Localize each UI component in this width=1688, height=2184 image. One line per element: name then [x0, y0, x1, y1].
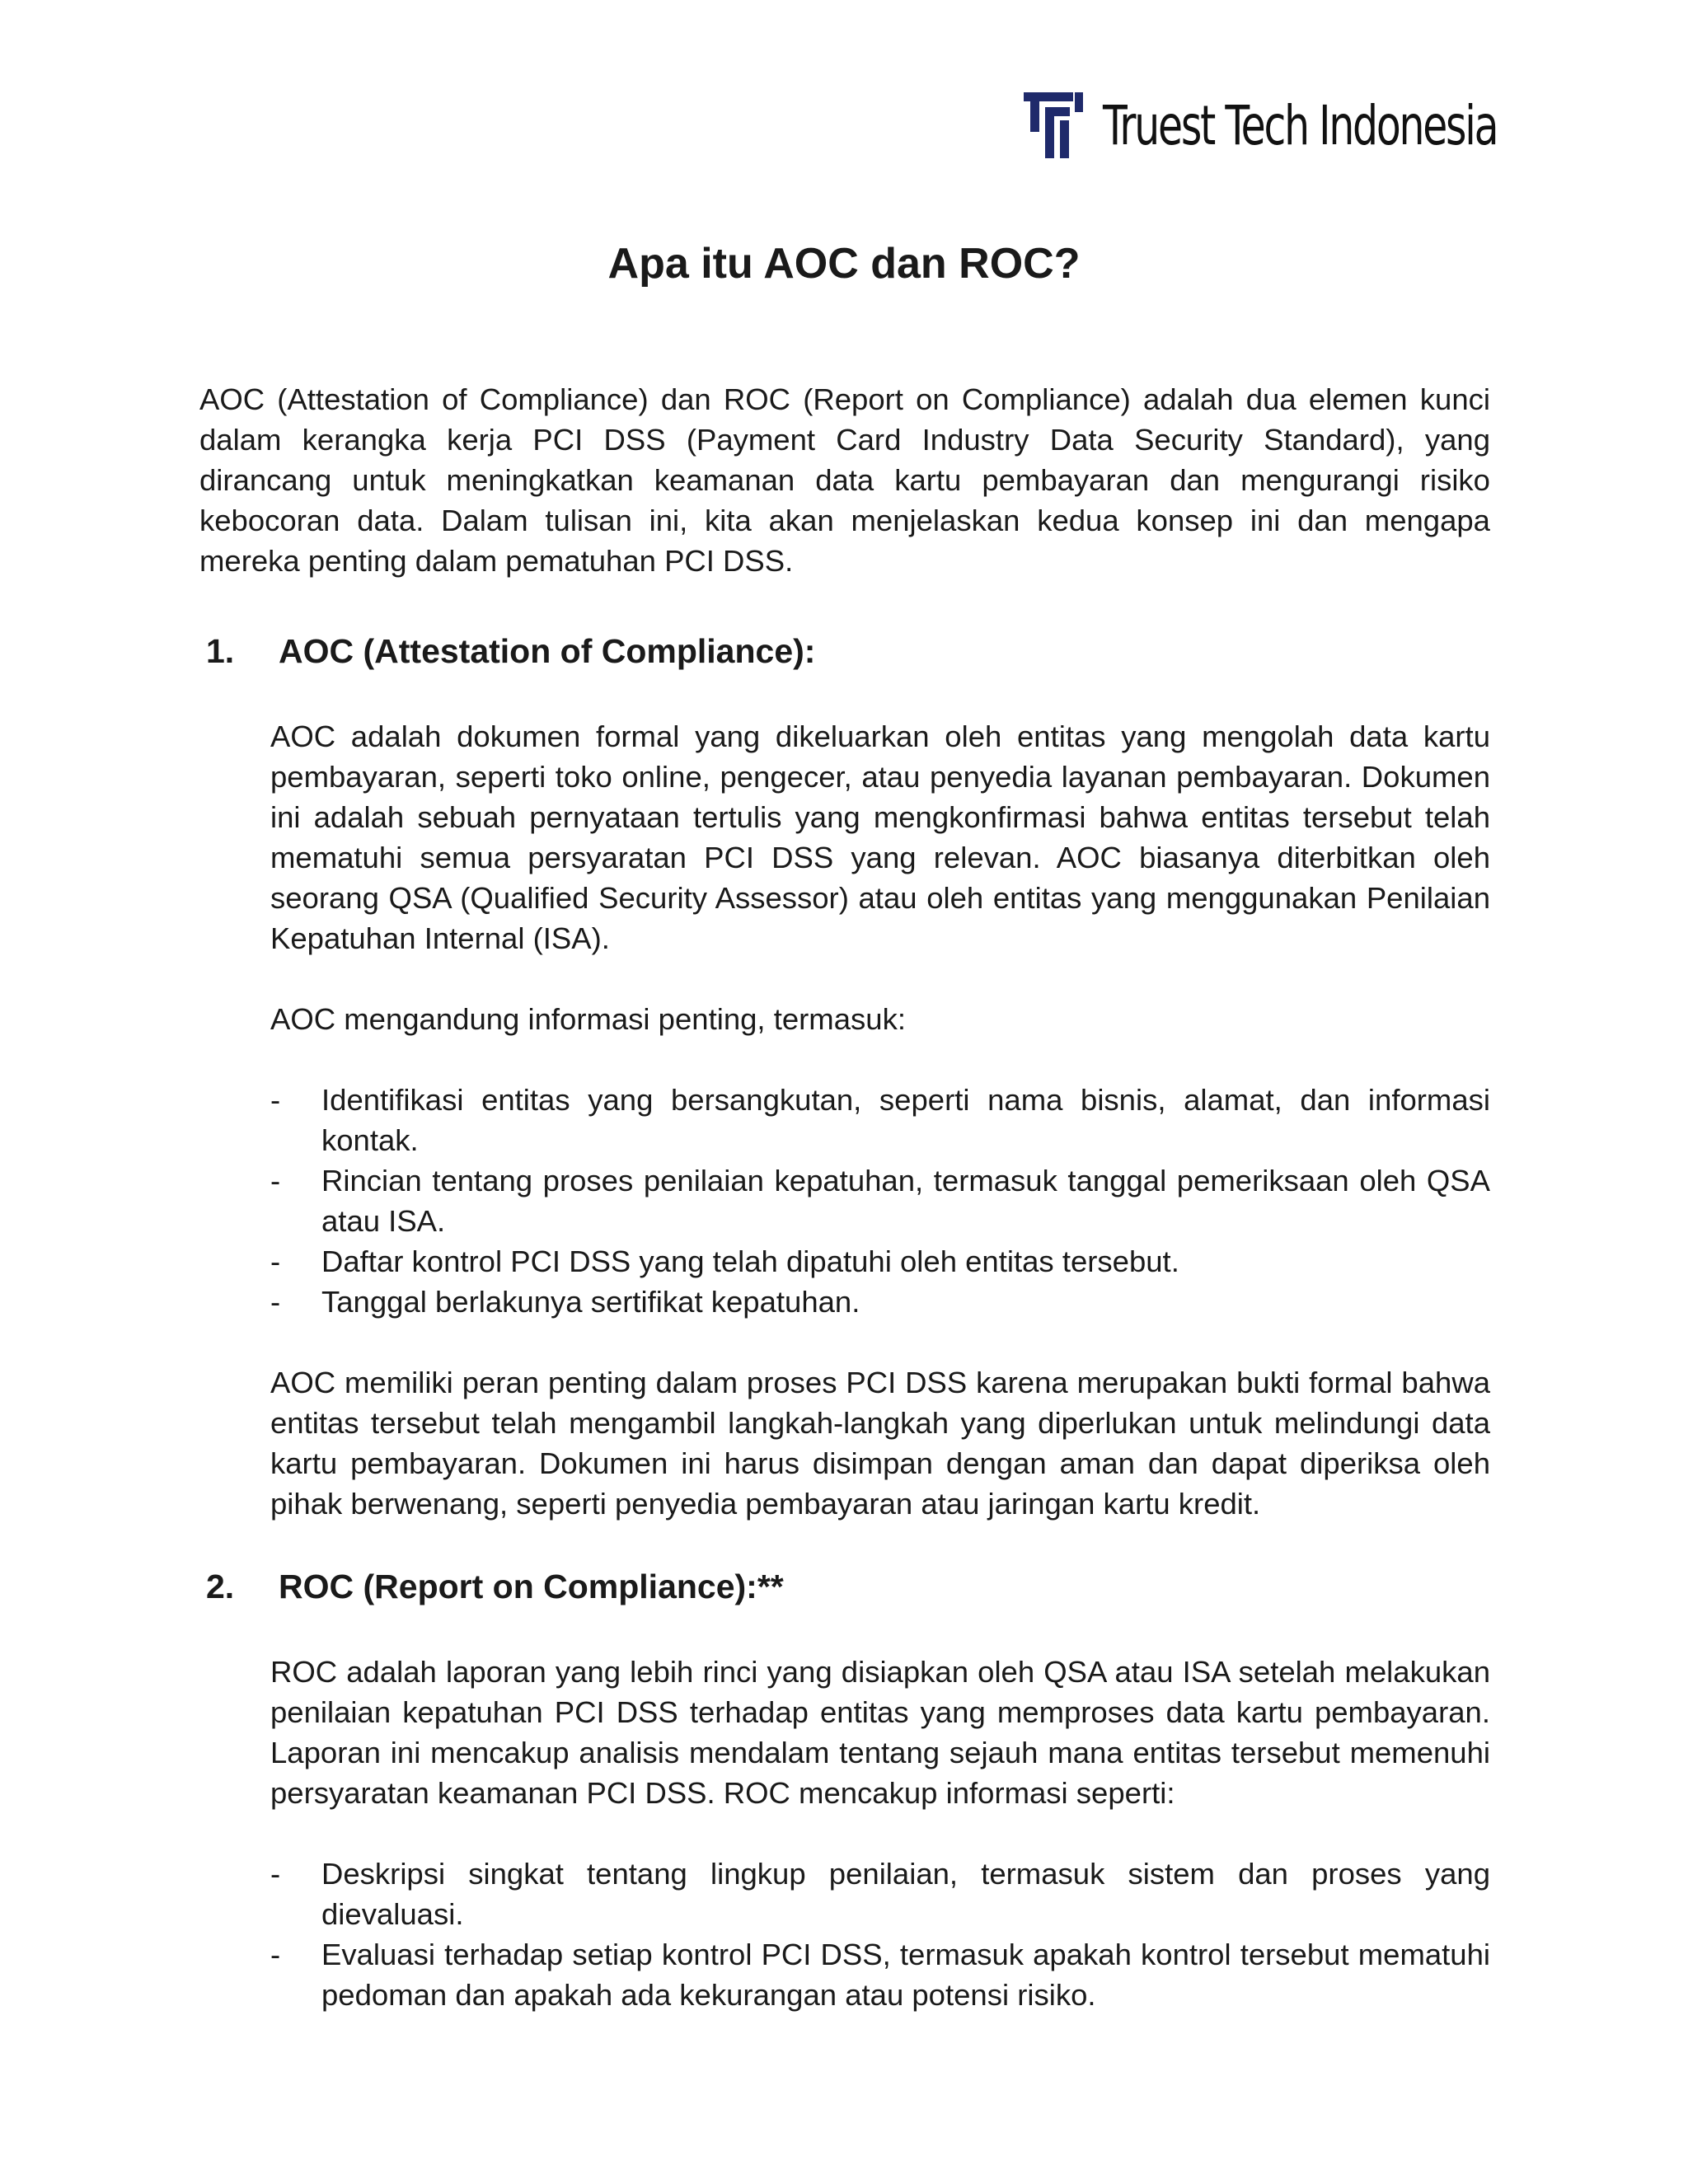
document-body	[199, 379, 1490, 2055]
list-item	[270, 1160, 1490, 1241]
bullet-dash: -	[270, 1285, 281, 1319]
paragraph: AOC mengandung informasi penting, termasuk:	[270, 1002, 906, 1036]
section-heading	[199, 1564, 1490, 1609]
section-body	[270, 1652, 1490, 2015]
company-logo	[1024, 92, 1497, 158]
section-title: AOC (Attestation of Compliance):	[279, 632, 816, 670]
list-item-text: Tanggal berlakunya sertifikat kepatuhan.	[321, 1285, 860, 1319]
company-name: Truest Tech Indonesia	[1102, 93, 1497, 157]
section-number: 2.	[206, 1568, 235, 1605]
list-item	[270, 1934, 1490, 2015]
list-item	[270, 1282, 1490, 1322]
intro-paragraph: AOC (Attestation of Compliance) dan ROC (Report on Compliance) adalah dua elemen kunci dalam kerangka kerja PCI DSS (Payment Card Industry Data Security Standard), yang dirancang untuk meningkatkan keamanan data kartu pembayaran dan mengurangi risiko kebocoran data. Dalam tulisan ini, kita akan menjelaskan kedua konsep ini dan mengapa mereka penting dalam pematuhan PCI DSS.	[199, 382, 1490, 578]
section-aoc	[199, 629, 1490, 1524]
section-roc	[199, 1564, 1490, 2015]
bullet-dash: -	[270, 1857, 281, 1891]
list-item-text: Identifikasi entitas yang bersangkutan, seperti nama bisnis, alamat, dan informasi kontak.	[321, 1083, 1490, 1157]
bullet-dash: -	[270, 1083, 281, 1117]
list-item-text: Evaluasi terhadap setiap kontrol PCI DSS, termasuk apakah kontrol tersebut mematuhi pedoman dan apakah ada kekurangan atau potensi risiko.	[321, 1938, 1490, 2012]
paragraph: ROC adalah laporan yang lebih rinci yang disiapkan oleh QSA atau ISA setelah melakukan penilaian kepatuhan PCI DSS terhadap entitas yang memproses data kartu pembayaran. Laporan ini mencakup analisis mendalam tentang sejauh mana entitas tersebut memenuhi persyaratan keamanan PCI DSS. ROC mencakup informasi seperti:	[270, 1655, 1490, 1810]
bullet-dash: -	[270, 1164, 281, 1197]
list-item	[270, 1854, 1490, 1934]
tt-logo-icon	[1024, 92, 1083, 158]
paragraph: AOC memiliki peran penting dalam proses PCI DSS karena merupakan bukti formal bahwa entitas tersebut telah mengambil langkah-langkah yang diperlukan untuk melindungi data kartu pembayaran. Dokumen ini harus disimpan dengan aman dan dapat diperiksa oleh pihak berwenang, seperti penyedia pembayaran atau jaringan kartu kredit.	[270, 1366, 1490, 1521]
section-heading	[199, 629, 1490, 673]
list-item-text: Daftar kontrol PCI DSS yang telah dipatuhi oleh entitas tersebut.	[321, 1244, 1179, 1278]
bullet-dash: -	[270, 1938, 281, 1971]
section-body	[270, 716, 1490, 1524]
list-item-text: Deskripsi singkat tentang lingkup penilaian, termasuk sistem dan proses yang dievaluasi.	[321, 1857, 1490, 1931]
section-title: ROC (Report on Compliance):**	[279, 1568, 784, 1605]
list-item	[270, 1241, 1490, 1282]
bullet-list	[270, 1080, 1490, 1322]
list-item-text: Rincian tentang proses penilaian kepatuhan, termasuk tanggal pemeriksaan oleh QSA atau ISA.	[321, 1164, 1490, 1238]
list-item	[270, 1080, 1490, 1160]
page-title: Apa itu AOC dan ROC?	[607, 240, 1081, 288]
bullet-dash: -	[270, 1244, 281, 1278]
paragraph: AOC adalah dokumen formal yang dikeluarkan oleh entitas yang mengolah data kartu pembayaran, seperti toko online, pengecer, atau penyedia layanan pembayaran. Dokumen ini adalah sebuah pernyataan tertulis yang mengkonfirmasi bahwa entitas tersebut telah mematuhi semua persyaratan PCI DSS yang relevan. AOC biasanya diterbitkan oleh seorang QSA (Qualified Security Assessor) atau oleh entitas yang menggunakan Penilaian Kepatuhan Internal (ISA).	[270, 719, 1490, 955]
bullet-list	[270, 1854, 1490, 2015]
section-number: 1.	[206, 632, 235, 670]
